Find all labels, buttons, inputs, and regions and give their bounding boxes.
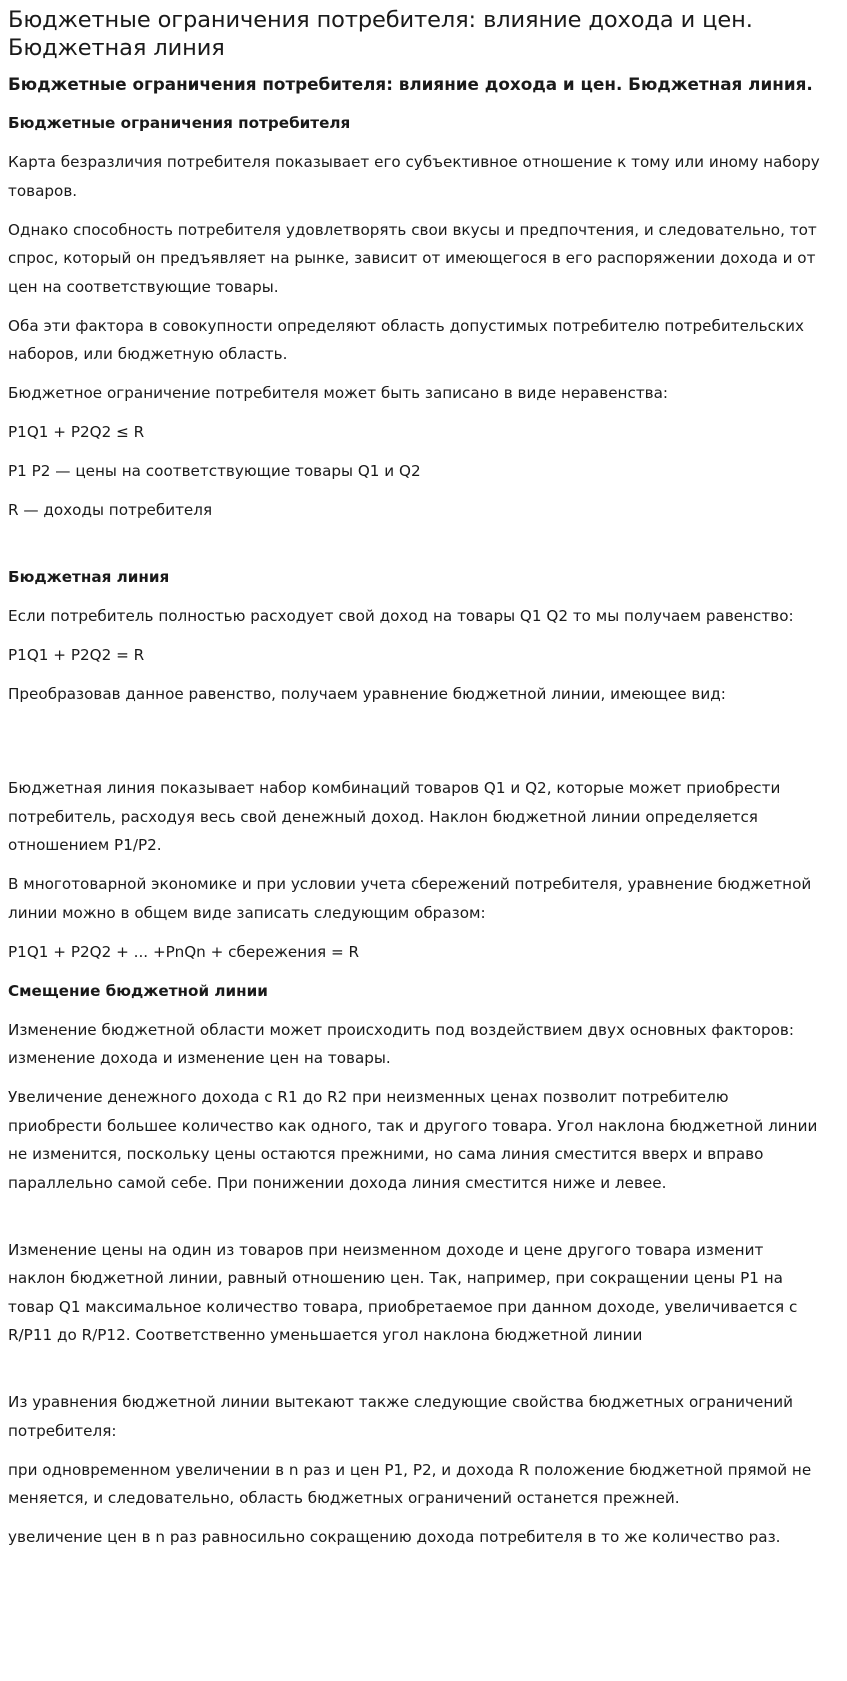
paragraph: Бюджетная линия показывает набор комбинаций товаров Q1 и Q2, которые может приобрести потребитель, расходуя весь свой денежный доход. Наклон бюджетной линии определяется отношением P1/P2. <box>8 779 781 854</box>
paragraph: Однако способность потребителя удовлетворять свои вкусы и предпочтения, и следовательно, тот спрос, который он предъявляет на рынке, зависит от имеющегося в его распоряжении дохода и от цен на соответствующие товары. <box>8 220 817 296</box>
paragraph: Изменение цены на один из товаров при неизменном доходе и цене другого товара изменит наклон бюджетной линии, равный отношению цен. Так, например, при сокращении цены P1 на товар Q1 максимальное количество товара, приобретаемое при данном доходе, увеличивается с R/P11 до R/P12. Соответственно уменьшается угол наклона бюджетной линии <box>8 1240 798 1344</box>
article-heading: Бюджетные ограничения потребителя: влияние дохода и цен. Бюджетная линия. <box>8 74 813 94</box>
formula-inequality: P1Q1 + P2Q2 ≤ R <box>8 423 145 441</box>
spacer <box>8 535 823 563</box>
definition-income: R — доходы потребителя <box>8 501 213 519</box>
formula-equality: P1Q1 + P2Q2 = R <box>8 646 145 664</box>
section-heading-budget-line: Бюджетная линия <box>8 568 170 586</box>
paragraph: при одновременном увеличении в n раз и цен P1, P2, и дохода R положение бюджетной прямой не меняется, и следовательно, область бюджетных ограничений останется прежней. <box>8 1460 812 1507</box>
page-title: Бюджетные ограничения потребителя: влияние дохода и цен. Бюджетная линия <box>8 7 753 61</box>
paragraph: Преобразовав данное равенство, получаем уравнение бюджетной линии, имеющее вид: <box>8 685 726 703</box>
spacer <box>8 1360 823 1388</box>
spacer <box>8 1208 823 1236</box>
section-heading-budget-line-shift: Смещение бюджетной линии <box>8 981 268 1000</box>
formula-image-placeholder <box>8 719 823 774</box>
paragraph: В многотоварной экономике и при условии учета сбережений потребителя, уравнение бюджетной линии можно в общем виде записать следующим образом: <box>8 875 812 922</box>
paragraph: Бюджетное ограничение потребителя может быть записано в виде неравенства: <box>8 384 669 402</box>
paragraph: Карта безразличия потребителя показывает его субъективное отношение к тому или иному набору товаров. <box>8 153 820 200</box>
paragraph: Увеличение денежного дохода с R1 до R2 при неизменных ценах позволит потребителю приобрести большее количество как одного, так и другого товара. Угол наклона бюджетной линии не изменится, поскольку цены остаются прежними, но сама линия сместится вверх и вправо параллельно самой себе. При понижении дохода линия сместится ниже и левее. <box>8 1088 818 1192</box>
formula-multigood: P1Q1 + P2Q2 + ... +PnQn + сбережения = R <box>8 942 360 961</box>
paragraph: Из уравнения бюджетной линии вытекают также следующие свойства бюджетных ограничений потребителя: <box>8 1393 793 1440</box>
paragraph: Оба эти фактора в совокупности определяют область допустимых потребителю потребительских наборов, или бюджетную область. <box>8 316 804 363</box>
paragraph: увеличение цен в n раз равносильно сокращению дохода потребителя в то же количество раз. <box>8 1528 781 1546</box>
section-heading-budget-constraints: Бюджетные ограничения потребителя <box>8 114 351 132</box>
definition-prices: P1 P2 — цены на соответствующие товары Q1 и Q2 <box>8 462 421 480</box>
paragraph: Если потребитель полностью расходует свой доход на товары Q1 Q2 то мы получаем равенство: <box>8 607 794 625</box>
paragraph: Изменение бюджетной области может происходить под воздействием двух основных факторов: изменение дохода и изменение цен на товары. <box>8 1020 794 1067</box>
